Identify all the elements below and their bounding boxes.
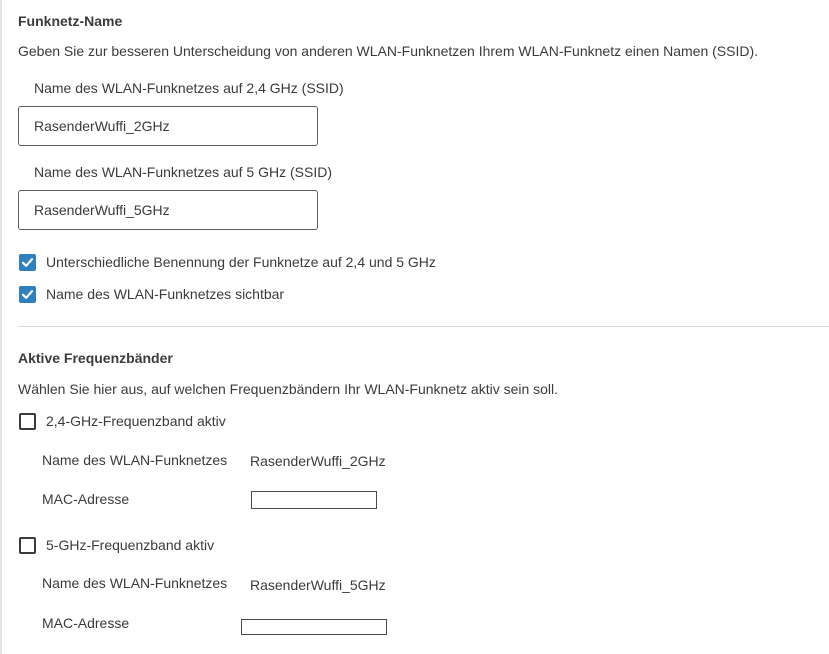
band-5-checkbox[interactable] xyxy=(19,537,36,554)
band-5-label[interactable]: 5-GHz-Frequenzband aktiv xyxy=(46,537,215,553)
band-5-name-label: Name des WLAN-Funknetzes xyxy=(42,575,228,591)
band-24-name-value: RasenderWuffi_2GHz xyxy=(250,453,386,469)
ssid-visible-checkbox[interactable] xyxy=(19,286,36,303)
ssid-24-label: Name des WLAN-Funknetzes auf 2,4 GHz (SSID) xyxy=(34,80,344,96)
band-5-mac-label: MAC-Adresse xyxy=(42,615,130,631)
different-names-checkbox[interactable] xyxy=(19,254,36,271)
ssid-5-label: Name des WLAN-Funknetzes auf 5 GHz (SSID) xyxy=(34,164,332,180)
section-divider xyxy=(18,326,829,327)
band-24-mac-redacted xyxy=(251,491,377,509)
ssid-section-description: Geben Sie zur besseren Unterscheidung von anderen WLAN-Funknetzen Ihrem WLAN-Funknetz einen Namen (SSID). xyxy=(18,43,759,59)
different-names-label[interactable]: Unterschiedliche Benennung der Funknetze auf 2,4 und 5 GHz xyxy=(46,254,436,270)
checkmark-icon xyxy=(21,288,34,301)
band-5-name-value: RasenderWuffi_5GHz xyxy=(250,577,386,593)
ssid-5-input[interactable] xyxy=(18,190,318,230)
ssid-section-title: Funknetz-Name xyxy=(18,13,123,29)
bands-section-title: Aktive Frequenzbänder xyxy=(18,350,173,366)
band-5-mac-redacted xyxy=(241,619,387,635)
left-edge-border xyxy=(0,0,2,654)
band-24-name-label: Name des WLAN-Funknetzes xyxy=(42,452,228,468)
checkmark-icon xyxy=(21,256,34,269)
band-24-checkbox[interactable] xyxy=(19,413,36,430)
band-24-mac-label: MAC-Adresse xyxy=(42,491,130,507)
band-24-label[interactable]: 2,4-GHz-Frequenzband aktiv xyxy=(46,413,226,429)
bands-section-description: Wählen Sie hier aus, auf welchen Frequenzbändern Ihr WLAN-Funknetz aktiv sein soll. xyxy=(18,381,559,397)
ssid-visible-label[interactable]: Name des WLAN-Funknetzes sichtbar xyxy=(46,286,285,302)
ssid-24-input[interactable] xyxy=(18,106,318,146)
